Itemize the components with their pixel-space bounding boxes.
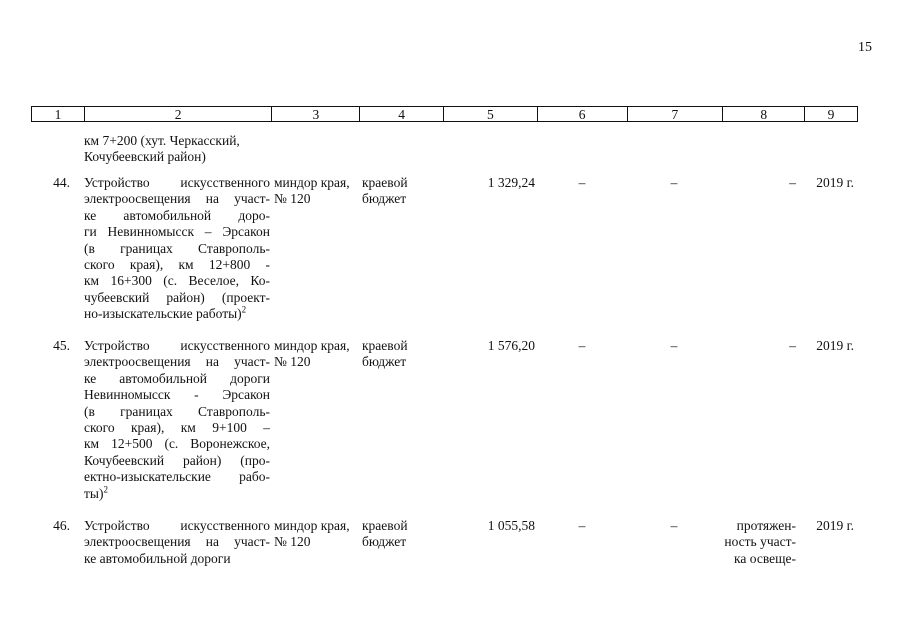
source-line: краевой [362,338,408,353]
responsible-reference [274,518,360,551]
header-cell-8: 8 [723,107,805,121]
description-line: ке автомобильной дороги [84,550,231,566]
header-cell-3: 3 [272,107,360,121]
column-8-value [722,175,796,191]
source-line: бюджет [362,534,407,550]
continuation-line: км 7+200 (хут. Черкасский, [84,133,240,148]
footnote-marker: 2 [241,304,247,315]
year-value: 2019 г. [816,338,854,353]
description-line: ектно-изыскательские рабо- [84,469,270,485]
row-number: 45. [53,338,70,353]
responsible-reference [274,338,360,371]
header-cell-2: 2 [85,107,273,121]
row-number: 44. [53,175,70,190]
column-7-value: – [670,518,678,533]
description-line: ги Невинномысск – Эрсакон [84,224,270,240]
reference-line: миндор края, [274,518,350,533]
column-6-value: – [578,518,586,533]
description-line: но-изыскательские работы)$^2$ [84,304,247,322]
column-6-value: – [578,175,586,190]
column-8-line: ка освеще- [734,550,796,566]
funding-source [362,338,442,371]
description-line: Устройство искусственного [84,338,270,353]
work-description [84,518,270,567]
source-line: бюджет [362,354,407,370]
column-8-value [722,518,796,567]
description-line: Устройство искусственного [84,518,270,533]
column-8-line: – [789,338,796,353]
work-description [84,338,270,502]
description-line: ке автомобильной доро- [84,207,270,223]
amount-value: 1 576,20 [487,338,535,353]
description-line: Кочубеевский район) (про- [84,452,270,468]
year-value: 2019 г. [816,518,854,533]
description-line: (в границах Ставрополь- [84,403,270,419]
header-cell-5: 5 [444,107,538,121]
column-7-value: – [670,175,678,190]
column-8-line: – [789,175,796,190]
header-cell-6: 6 [538,107,628,121]
reference-line: № 120 [274,534,311,550]
description-line: (в границах Ставрополь- [84,240,270,256]
continuation-text [84,133,270,166]
continuation-line: Кочубеевский район) [84,149,206,165]
page-number: 15 [858,40,872,55]
funding-source [362,518,442,551]
work-description [84,175,270,323]
column-8-line: ность участ- [724,534,796,550]
description-line: электроосвещения на участ- [84,354,270,370]
row-number: 46. [53,518,70,533]
table-header-row [31,106,858,122]
header-cell-1: 1 [32,107,85,121]
column-6-value: – [578,338,586,353]
header-cell-9: 9 [827,107,835,122]
reference-line: миндор края, [274,175,350,190]
reference-line: № 120 [274,354,311,370]
description-line: ского края), км 12+800 - [84,257,270,273]
responsible-reference [274,175,360,208]
column-7-value: – [670,338,678,353]
description-line: км 12+500 (с. Воронежское, [84,436,270,452]
column-8-value [722,338,796,354]
source-line: краевой [362,518,408,533]
description-line: электроосвещения на участ- [84,534,270,550]
amount-value: 1 055,58 [487,518,535,533]
header-cell-7: 7 [628,107,724,121]
reference-line: № 120 [274,191,311,207]
description-line: электроосвещения на участ- [84,191,270,207]
amount-value: 1 329,24 [487,175,535,190]
description-line: ты)$^2$ [84,484,108,501]
description-line: Устройство искусственного [84,175,270,190]
reference-line: миндор края, [274,338,350,353]
description-line: Невинномысск - Эрсакон [84,387,270,403]
description-line: чубеевский район) (проект- [84,289,270,305]
year-value: 2019 г. [816,175,854,190]
description-line: км 16+300 (с. Веселое, Ко- [84,273,270,289]
source-line: бюджет [362,191,407,207]
header-cell-4: 4 [360,107,444,121]
footnote-marker: 2 [103,484,108,495]
description-line: ского края), км 9+100 – [84,420,270,436]
funding-source [362,175,442,208]
column-8-line: протяжен- [736,518,796,533]
description-line: ке автомобильной дороги [84,370,270,386]
source-line: краевой [362,175,408,190]
